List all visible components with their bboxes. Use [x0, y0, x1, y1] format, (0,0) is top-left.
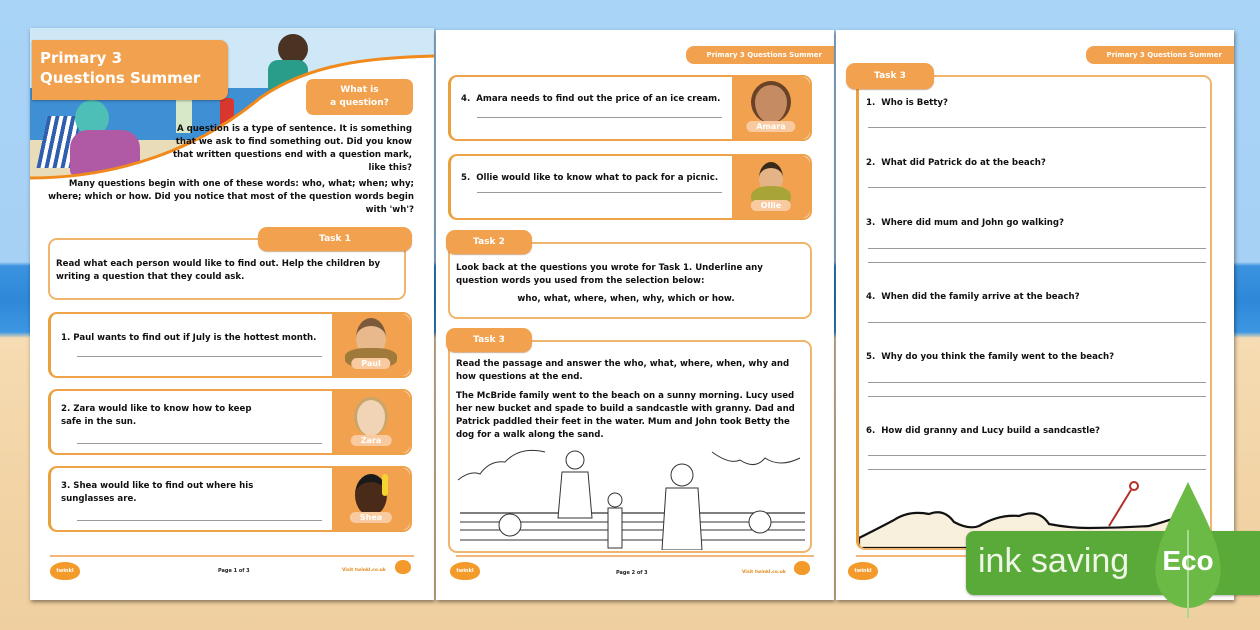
character-avatar-amara: [732, 77, 810, 139]
task3-tab: Task 3: [846, 63, 934, 89]
footer-badge-icon: [794, 561, 810, 575]
question-text: 4. When did the family arrive at the beach?: [866, 292, 1080, 302]
answer-line[interactable]: [77, 356, 322, 357]
header-chip: Primary 3 Questions Summer: [686, 46, 834, 64]
task3-questions-box: [856, 75, 1212, 550]
question-text: 5. Ollie would like to know what to pack for a picnic.: [461, 173, 719, 183]
answer-line[interactable]: [868, 382, 1206, 383]
question-text: 6. How did granny and Lucy build a sandcastle?: [866, 426, 1101, 436]
question-words-paragraph: Many questions begin with one of these words: who, what; when; why; where; which or how. Did you notice that most of the question words begin with 'wh'?: [48, 179, 414, 215]
footer-divider: [50, 555, 414, 557]
task3-tab: Task 3: [446, 328, 532, 352]
worksheet-page-2: [436, 30, 834, 600]
answer-line[interactable]: [868, 262, 1206, 263]
question-text: 5. Why do you think the family went to the beach?: [866, 352, 1115, 362]
answer-line[interactable]: [868, 469, 1206, 470]
what-is-a-question-heading: What is a question?: [306, 79, 413, 115]
page-title: [32, 40, 228, 100]
answer-line[interactable]: [868, 248, 1206, 249]
character-avatar-zara: [332, 391, 410, 453]
page-title-line1: Primary 3: [40, 49, 123, 67]
ink-saving-label: ink saving: [978, 542, 1130, 580]
footer-link[interactable]: Visit twinkl.co.uk: [342, 568, 386, 573]
question-text: 4. Amara needs to find out the price of an ice cream.: [461, 94, 721, 104]
character-name: Amara: [746, 121, 795, 132]
footer-divider: [456, 555, 814, 557]
task2-question-words: who, what, where, when, why, which or how.: [517, 294, 735, 304]
answer-line[interactable]: [868, 322, 1206, 323]
footer-badge-icon: [395, 560, 411, 574]
question-text: 3. Where did mum and John go walking?: [866, 218, 1065, 228]
character-name: Paul: [351, 358, 390, 369]
question-text: 1. Paul wants to find out if July is the hottest month.: [61, 333, 317, 343]
page-number: Page 1 of 3: [218, 568, 250, 574]
question-text: 2. What did Patrick do at the beach?: [866, 158, 1046, 168]
task2-instructions: Look back at the questions you wrote for Task 1. Underline any question words you used from the selection below:: [456, 263, 763, 286]
twinkl-logo: twinkl: [848, 562, 878, 580]
task2-tab: Task 2: [446, 230, 532, 254]
intro-paragraph: A question is a type of sentence. It is something that we ask to find something out. Did you know that written questions end with a question mark, like this?: [172, 124, 412, 173]
character-name: Ollie: [751, 200, 791, 211]
answer-line[interactable]: [477, 192, 722, 193]
task1-instructions: Read what each person would like to find out. Help the children by writing a question that they could ask.: [56, 259, 381, 282]
question-card: [48, 466, 412, 532]
question-card: [48, 389, 412, 455]
page-title-line2: Questions Summer: [40, 69, 201, 87]
worksheet-page-1: [30, 28, 434, 600]
character-avatar-paul: [332, 314, 410, 376]
family-beach-line-drawing: [450, 440, 810, 550]
answer-line[interactable]: [77, 443, 322, 444]
character-name: Zara: [351, 435, 392, 446]
eco-label: Eco: [1162, 545, 1214, 576]
question-card: [448, 75, 812, 141]
answer-line[interactable]: [868, 455, 1206, 456]
footer-link[interactable]: Visit twinkl.co.uk: [742, 570, 786, 575]
question-text: 3. Shea would like to find out where his sunglasses are.: [61, 481, 254, 504]
question-text: 1. Who is Betty?: [866, 98, 948, 108]
twinkl-logo: twinkl: [50, 562, 80, 580]
answer-line[interactable]: [868, 187, 1206, 188]
character-name: Shea: [350, 512, 392, 523]
task1-tab: Task 1: [258, 227, 412, 251]
task3-passage: The McBride family went to the beach on a sunny morning. Lucy used her new bucket and spade to build a sandcastle with granny. Dad and Patrick paddled their feet in the water. Mum and John took Betty the dog for a walk along the sand.: [456, 391, 795, 440]
page-number: Page 2 of 3: [616, 570, 648, 576]
header-chip: Primary 3 Questions Summer: [1086, 46, 1234, 64]
question-text: 2. Zara would like to know how to keep safe in the sun.: [61, 404, 252, 427]
answer-line[interactable]: [868, 127, 1206, 128]
question-card: [448, 154, 812, 220]
answer-line[interactable]: [77, 520, 322, 521]
answer-line[interactable]: [477, 117, 722, 118]
answer-line[interactable]: [868, 396, 1206, 397]
character-avatar-ollie: [732, 156, 810, 218]
character-avatar-shea: [332, 468, 410, 530]
twinkl-logo: twinkl: [450, 562, 480, 580]
question-card: [48, 312, 412, 378]
task3-instructions: Read the passage and answer the who, what, where, when, why and how questions at the end.: [456, 359, 790, 382]
